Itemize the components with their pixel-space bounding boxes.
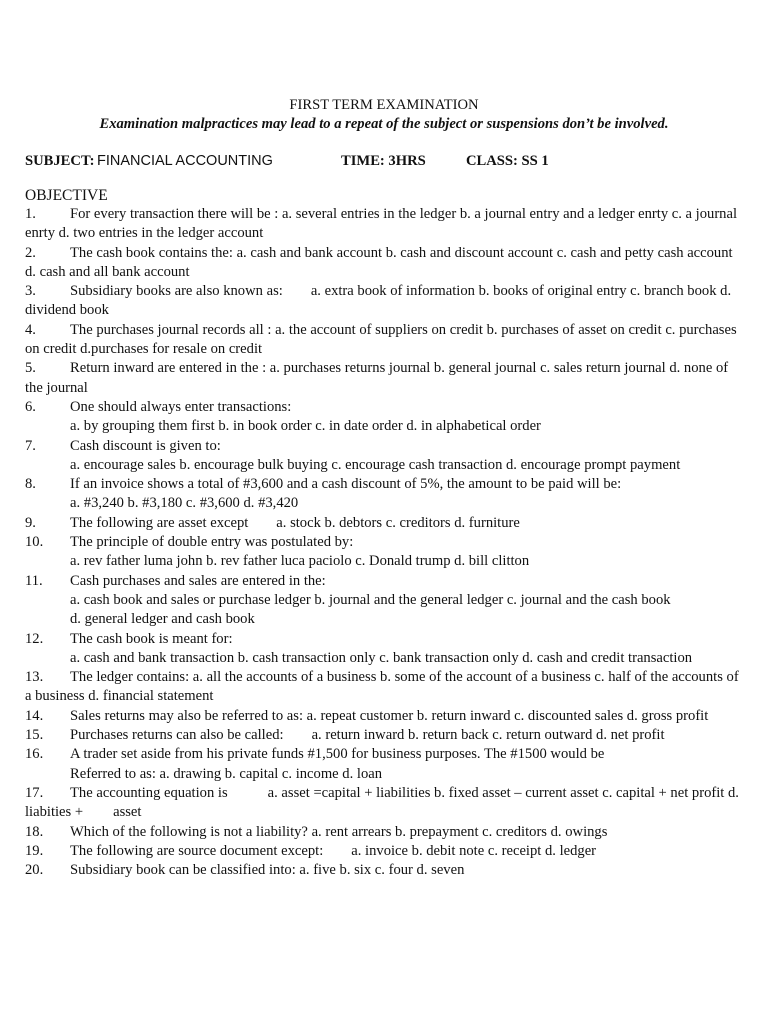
question-stem: The cash book contains the: [70,244,233,261]
question-options: a. the account of suppliers on credit b. purchases of asset on credit c. purchases on credit d.purchases for resale on credit [25,321,737,358]
question-options: a. return inward b. return back c. return outward d. net profit [311,727,665,744]
malpractice-notice: Examination malpractices may lead to a repeat of the subject or suspensions don’t be involved. [99,116,669,132]
question-number: 3. [25,283,36,300]
question-options: a. five b. six c. four d. seven [299,862,465,879]
question-list [25,205,745,880]
question-number: 14. [25,707,44,724]
question-stem: Subsidiary book can be classified into: [70,862,296,879]
subject-value: FINANCIAL ACCOUNTING [97,153,273,169]
question-stem: The following are source document except: [70,842,324,859]
question-1 [25,205,745,244]
question-options: a. rev father luma john b. rev father luca paciolo c. Donald trump d. bill clitton [70,553,530,570]
question-9 [25,514,745,533]
question-number: 16. [25,746,44,763]
question-number: 5. [25,360,36,377]
question-stem: The cash book is meant for: [70,630,233,647]
exam-meta-row [25,151,745,171]
question-options: a. rent arrears b. prepayment c. creditors d. owings [311,823,608,840]
question-stem: Which of the following is not a liability? [70,823,308,840]
question-options: a. cash and bank account b. cash and discount account c. cash and petty cash account d. cash and all bank account [25,244,733,280]
question-stem: Cash discount is given to: [70,437,221,454]
question-stem: The following are asset except [70,514,249,531]
question-3 [25,282,745,321]
question-options: a. several entries in the ledger b. a journal entry and a ledger enrty c. a journal enrty d. two entries in the ledger account [25,206,738,242]
question-5 [25,359,745,398]
question-number: 17. [25,784,44,801]
question-10 [25,533,745,572]
question-6 [25,398,745,437]
question-options: a. cash and bank transaction b. cash transaction only c. bank transaction only d. cash and credit transaction [70,649,693,666]
question-18 [25,823,745,842]
question-stem: The principle of double entry was postulated by: [70,534,354,551]
question-number: 12. [25,630,44,647]
class-info: CLASS: SS 1 [466,153,549,169]
section-heading: OBJECTIVE [25,187,108,204]
question-options-tail: asset [113,804,142,821]
time-info: TIME: 3HRS [341,153,426,169]
question-stem: Subsidiary books are also known as: [70,283,283,300]
question-number: 6. [25,398,36,415]
question-12 [25,630,745,669]
question-stem: Cash purchases and sales are entered in the: [70,572,326,589]
question-stem: Return inward are entered in the : [70,360,267,377]
question-11 [25,572,745,630]
question-stem: Purchases returns can also be called: [70,727,284,744]
question-stem: For every transaction there will be : [70,206,279,222]
question-options: Referred to as: a. drawing b. capital c. income d. loan [70,765,383,782]
question-stem: Sales returns may also be referred to as: [70,707,304,724]
question-number: 4. [25,321,36,338]
question-16 [25,745,745,784]
question-number: 13. [25,669,44,686]
question-number: 9. [25,514,36,531]
question-17 [25,784,745,823]
question-number: 11. [25,572,43,589]
question-stem: One should always enter transactions: [70,398,292,415]
question-number: 20. [25,862,44,879]
question-19 [25,842,745,861]
question-options: a. asset =capital + liabilities b. fixed asset – current asset c. capital + net profit d. liabities + [25,784,739,821]
question-4 [25,321,745,360]
question-20 [25,861,745,880]
question-options: a. purchases returns journal b. general journal c. sales return journal d. none of the journal [25,360,729,396]
question-number: 15. [25,727,44,744]
question-15 [25,726,745,745]
question-number: 7. [25,437,36,454]
question-2 [25,244,745,283]
question-stem: The accounting equation is [70,784,228,801]
question-options: a. encourage sales b. encourage bulk buying c. encourage cash transaction d. encourage prompt payment [70,456,681,473]
question-7 [25,437,745,476]
question-8 [25,475,745,514]
question-stem: The ledger contains: [70,669,190,686]
question-stem: If an invoice shows a total of #3,600 and a cash discount of 5%, the amount to be paid will be: [70,476,622,493]
question-options: a. #3,240 b. #3,180 c. #3,600 d. #3,420 [70,495,299,512]
question-number: 10. [25,534,44,551]
question-number: 2. [25,244,36,261]
question-options: a. all the accounts of a business b. some of the account of a business c. half of the accounts of a business d. financial statement [25,669,739,705]
question-options: a. stock b. debtors c. creditors d. furniture [276,514,520,531]
exam-title: FIRST TERM EXAMINATION [289,97,479,113]
question-number: 8. [25,476,36,493]
question-options: a. cash book and sales or purchase ledger b. journal and the general ledger c. journal and the cash book d. general ledger and cash book [70,591,671,628]
question-number: 19. [25,842,44,859]
question-number: 18. [25,823,44,840]
question-13 [25,668,745,707]
question-stem: A trader set aside from his private funds #1,500 for business purposes. The #1500 would be [70,746,605,763]
question-number: 1. [25,206,36,222]
question-options: a. by grouping them first b. in book order c. in date order d. in alphabetical order [70,418,541,435]
question-options: a. extra book of information b. books of original entry c. branch book d. dividend book [25,283,732,319]
question-14 [25,707,745,726]
question-options: a. repeat customer b. return inward c. discounted sales d. gross profit [306,707,709,724]
subject-label: SUBJECT: [25,153,95,169]
question-options: a. invoice b. debit note c. receipt d. ledger [351,842,597,859]
question-stem: The purchases journal records all : [70,321,272,338]
